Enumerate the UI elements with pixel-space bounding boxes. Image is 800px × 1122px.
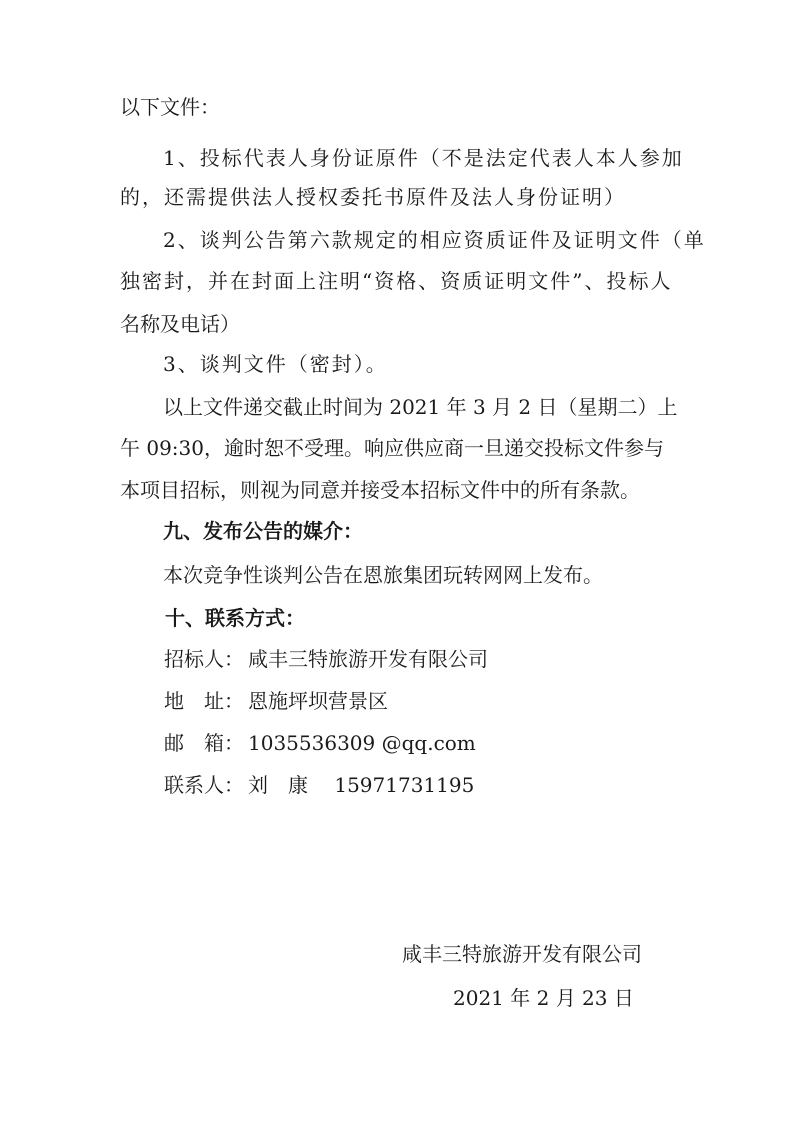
item2-line2: 独密封，并在封面上注明“资格、资质证明文件”、投标人 [120,269,673,293]
contact-row-address [164,687,388,715]
contact-label: 邮 箱： [164,731,244,755]
item1-line1: 1、投标代表人身份证原件（不是法定代表人本人参加 [163,146,684,170]
item3-line: 3、谈判文件（密封）。 [163,352,388,376]
contact-value: 1035536309 @qq.com [248,731,476,755]
contact-row-contact-person [164,771,474,799]
item2-line3: 名称及电话） [120,312,240,336]
contact-value: 刘 康 15971731195 [248,773,475,797]
contact-label: 招标人： [164,647,244,671]
item1-line2: 的，还需提供法人授权委托书原件及法人身份证明） [120,185,626,209]
item2-line1: 2、谈判公告第六款规定的相应资质证件及证明文件（单 [163,228,706,252]
contact-label: 联系人： [164,773,244,797]
intro-line: 以下文件： [120,95,220,119]
signature-date: 2021 年 2 月 23 日 [453,986,634,1010]
deadline-line2: 午 09:30，逾时恕不受理。响应供应商一旦递交投标文件参与 [120,436,664,460]
section9-body: 本次竞争性谈判公告在恩旅集团玩转网网上发布。 [163,563,603,587]
deadline-line1: 以上文件递交截止时间为 2021 年 3 月 2 日（星期二）上 [163,395,678,419]
deadline-line3: 本项目招标，则视为同意并接受本招标文件中的所有条款。 [120,478,640,502]
contact-value: 恩施坪坝营景区 [248,689,388,713]
contact-row-tenderer [164,645,488,673]
contact-row-email [164,729,476,757]
section9-heading: 九、发布公告的媒介： [163,519,363,543]
contact-value: 咸丰三特旅游开发有限公司 [248,647,488,671]
signature-org: 咸丰三特旅游开发有限公司 [402,942,642,966]
section10-heading: 十、联系方式： [165,606,305,630]
contact-label: 地 址： [164,689,244,713]
